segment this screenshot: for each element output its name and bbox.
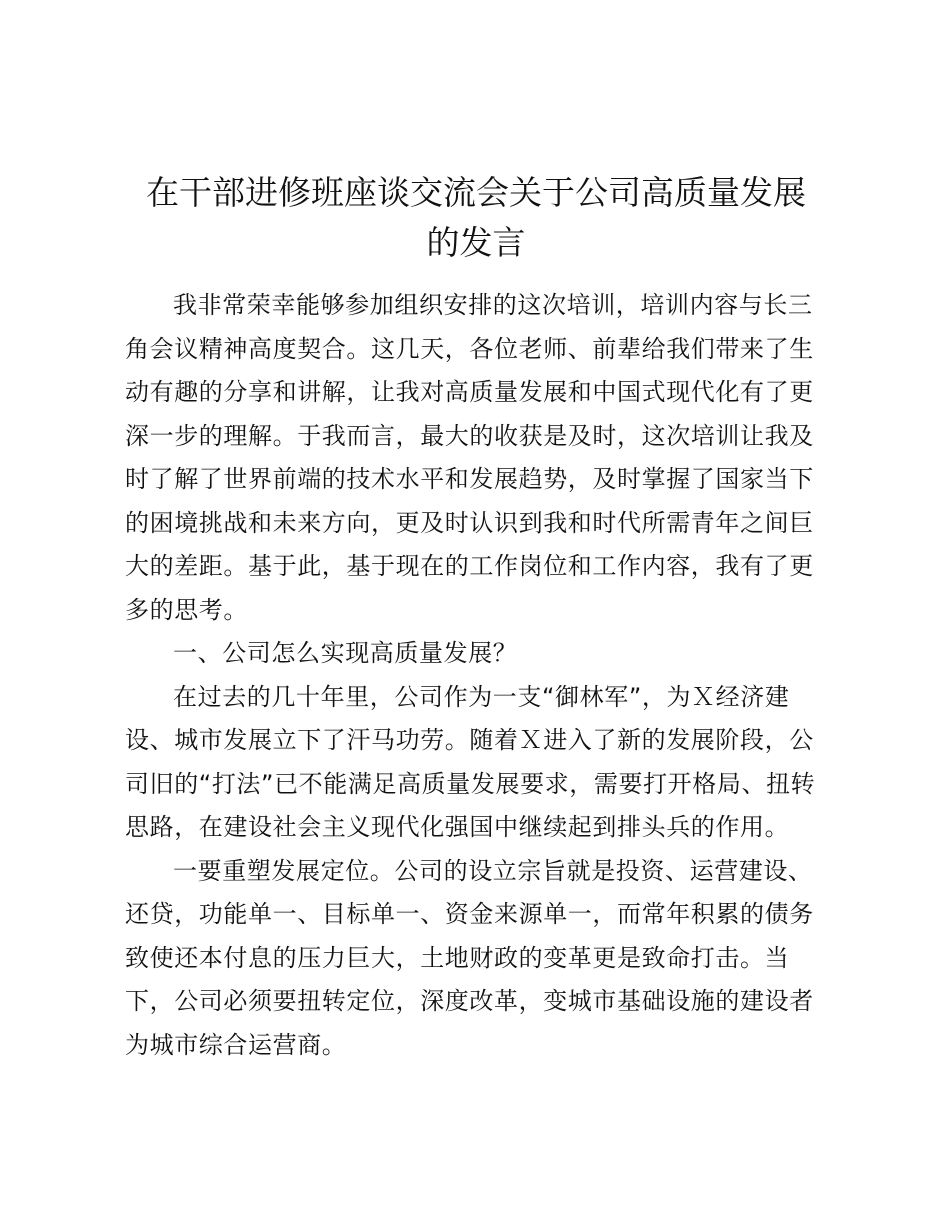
title-line-2: 的发言 bbox=[426, 223, 526, 262]
document-title bbox=[120, 168, 832, 268]
paragraph-intro: 我非常荣幸能够参加组织安排的这次培训，培训内容与长三角会议精神高度契合。这几天，各位老师、前辈给我们带来了生动有趣的分享和讲解，让我对高质量发展和中国式现代化有了更深一步的理解。于我而言，最大的收获是及时，这次培训让我及时了解了世界前端的技术水平和发展趋势，及时掌握了国家当下的困境挑战和未来方向，更及时认识到我和时代所需青年之间巨大的差距。基于此，基于现在的工作岗位和工作内容，我有了更多的思考。 bbox=[125, 291, 814, 624]
paragraph-background: 在过去的几十年里，公司作为一支“御林军”，为Ｘ经济建设、城市发展立下了汗马功劳。随着Ｘ进入了新的发展阶段，公司旧的“打法”已不能满足高质量发展要求，需要打开格局、扭转思路，在建设社会主义现代化强国中继续起到排头兵的作用。 bbox=[125, 682, 816, 841]
title-line-1: 在干部进修班座谈交流会关于公司高质量发展 bbox=[146, 173, 806, 212]
document-body bbox=[125, 284, 825, 1067]
paragraph-positioning: 一要重塑发展定位。公司的设立宗旨就是投资、运营建设、还贷，功能单一、目标单一、资金来源单一，而常年积累的债务致使还本付息的压力巨大，土地财政的变革更是致命打击。当下，公司必须要扭转定位，深度改革，变城市基础设施的建设者为城市综合运营商。 bbox=[125, 856, 814, 1059]
section-heading: 一、公司怎么实现高质量发展？ bbox=[173, 639, 518, 667]
